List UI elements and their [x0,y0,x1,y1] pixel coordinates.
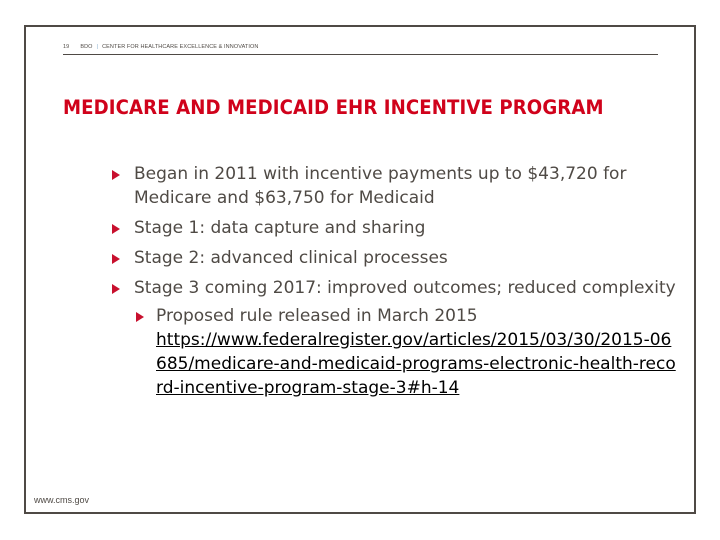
bullet-triangle-icon [112,224,120,234]
header-divider [63,54,658,55]
center-name: CENTER FOR HEALTHCARE EXCELLENCE & INNOVATION [102,44,259,50]
bullet-text: Began in 2011 with incentive payments up to $43,720 for Medicare and $63,750 for Medicaid [134,164,627,208]
bullet-list [110,162,690,406]
bullet-triangle-icon [112,284,120,294]
sub-bullet-list [134,304,690,400]
footer-url: www.cms.gov [34,495,90,505]
bullet-triangle-icon [112,254,120,264]
bullet-item [110,216,690,240]
bullet-text: Stage 1: data capture and sharing [134,218,426,238]
federal-register-link[interactable]: https://www.federalregister.gov/articles/2015/03/30/2015-06685/medicare-and-medicaid-programs-electronic-health-record-incentive-program-stage-3#h-14 [156,330,676,398]
org-name: BDO [80,44,93,50]
bullet-item [110,162,690,210]
bullet-item [110,246,690,270]
slide-header [63,44,258,50]
header-separator: | [96,44,99,50]
sub-bullet-triangle-icon [136,312,144,322]
bullet-text: Stage 2: advanced clinical processes [134,248,448,268]
bullet-text: Stage 3 coming 2017: improved outcomes; reduced complexity [134,278,676,298]
bullet-triangle-icon [112,170,120,180]
sub-bullet-item [134,304,690,400]
bullet-item [110,276,690,400]
page-number: 19 [63,44,70,50]
slide-title: MEDICARE AND MEDICAID EHR INCENTIVE PROGRAM [63,96,604,119]
sub-bullet-text: Proposed rule released in March 2015 [156,306,478,326]
